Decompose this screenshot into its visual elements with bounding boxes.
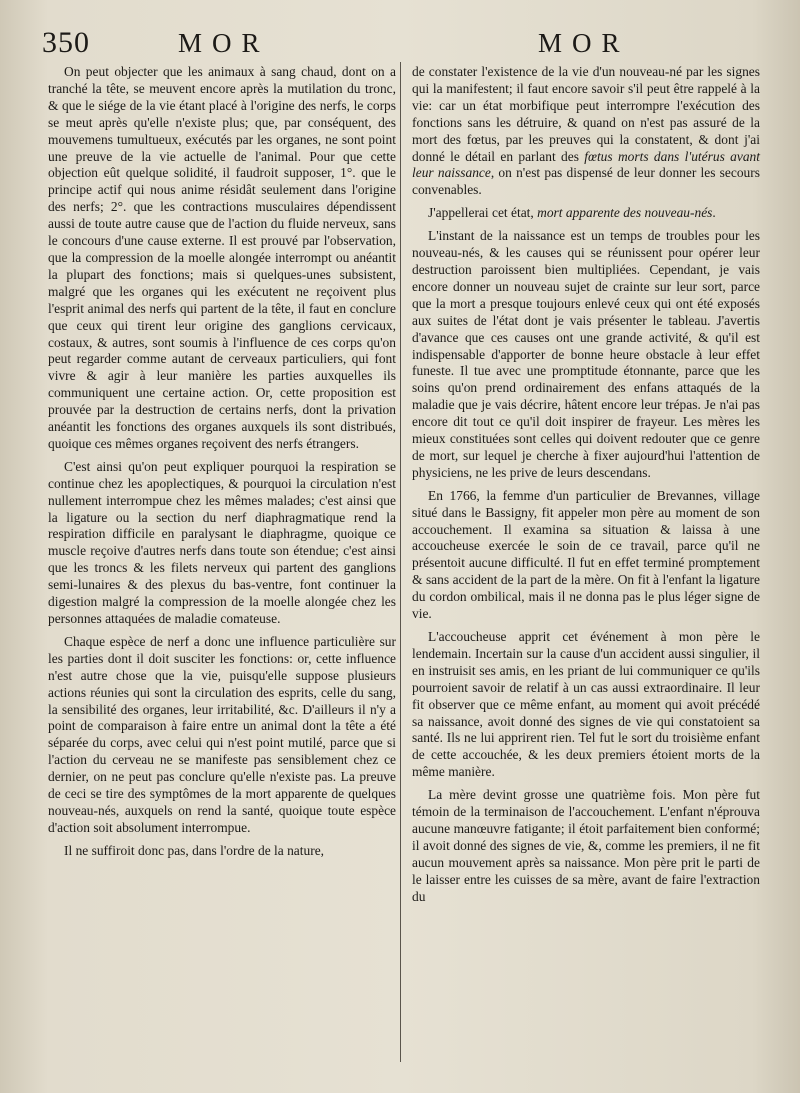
paragraph: L'accoucheuse apprit cet événement à mon père le lendemain. Incertain sur la cause d'un accident aussi singulier, il en instruisit ses amis, en les priant de lui communiquer ce qu'ils pourroient savoir de relatif à un cas aussi extraordinaire. Il leur fit observer que ce même enfant, au moment qui avoit précédé sa naissance, avoit donné des signes de vie qui constatoient sa santé. Ils ne lui apprirent rien. Tel fut le sort du troisième enfant de cette accouchée, & les deux premiers étoient morts de la même manière. (412, 629, 760, 780)
running-head-left: MOR (178, 28, 270, 58)
left-column (48, 64, 396, 860)
paragraph: L'instant de la naissance est un temps de troubles pour les nouveau-nés, & les causes qui se réunissent pour opérer leur destruction paroissent bien multipliées. Cependant, je vais encore donner un nouveau sujet de crainte sur leur sort, parce que la mort a presque toujours enlevé ceux qui ont été exposés aux suites de l'état dont je vais présenter le tableau. J'avertis d'avance que ces causes ont une grande activité, & qu'il est indispensable d'apporter de bonne heure obstacle à leur effet funeste. Il tue avec une promptitude étonnante, parce que les soins qu'on prend ordinairement des enfans attaqués de la maladie que je vais décrire, hâtent encore leur trépas. Je n'ai pas encore dit tout ce qu'il doit inspirer de frayeur. Les mères les mieux constituées sont celles qui doivent redouter que ce genre de mort, sur lequel je cherche à fixer aujourd'hui l'attention de physiciens, ne les prive de leurs descendans. (412, 228, 760, 480)
paragraph (412, 205, 760, 222)
paragraph: Il ne suffiroit donc pas, dans l'ordre de la nature, (64, 842, 325, 858)
paragraph-continued (412, 64, 760, 199)
running-head-right: MOR (538, 28, 630, 58)
paragraph: La mère devint grosse une quatrième fois. Mon père fut témoin de la terminaison de l'accouchement. L'enfant n'éprouva aucune manœuvre fatigante; il étoit parfaitement bien conformé; il avoit donné des signes de vie, &, comme les premiers, il ne fit aucun mouvement après sa naissance. Mon père prit le parti de le laisser entre les cuisses de sa mère, avant de faire l'extraction du (412, 787, 760, 904)
italic-phrase: fœtus morts dans l'utérus avant leur naissance (412, 148, 760, 181)
paragraph: Chaque espèce de nerf a donc une influence particulière sur les parties dont il doit susciter les fonctions: or, cette influence n'est autre chose que la vie, puisqu'elle suppose plusieurs actions réunies qui sont la circulation des esprits, celle du sang, la sensibilité des organes, leur irritabilité, &c. D'ailleurs il n'y a point de comparaison à faire entre un animal dont la tête a été séparée du corps, avec celui qui n'est point mutilé, parce que si l'action du cerveau ne se manifeste pas sensiblement chez ce dernier, on ne peut pas conclure qu'elle n'existe pas. La preuve de ceci se tire des symptômes de la mort apparente de quelques nouveau-nés, auxquels on rend la santé, quoique toute espèce d'action soit absolument interrompue. (48, 633, 396, 835)
paragraph: C'est ainsi qu'on peut expliquer pourquoi la respiration se continue chez les apoplectiques, & pourquoi la circulation n'est nullement interrompue chez les mêmes malades; c'est ainsi que la ligature ou la section du nerf diaphragmatique rend la respiration difficile en paralysant le diaphragme, quoique ce muscle reçoive d'autres nerfs dans toute son étendue; c'est ainsi que les troncs & les filets nerveux qui partent des ganglions semi-lunaires & des plexus du bas-ventre, font continuer la digestion malgré la compression de la moelle alongée chez les personnes attaquées de maladie comateuse. (48, 458, 396, 626)
column-divider (400, 62, 401, 1062)
right-column (412, 64, 760, 906)
page-number: 350 (42, 26, 90, 59)
paragraph: En 1766, la femme d'un particulier de Brevannes, village situé dans le Bassigny, fit appeler mon père au moment de son accouchement. Il examina sa situation & laissa à une accoucheuse exercée le soin de ce travail, parce qu'il ne présentoit aucune difficulté. Il fut en effet terminé promptement & sans accident de la part de la mère. On fit à l'enfant la ligature du cordon ombilical, mais il ne donna pas le plus léger signe de vie. (412, 487, 760, 622)
text-run: , on n'est pas dispensé de leur donner les secours convenables. (412, 165, 760, 198)
text-run: J'appellerai cet état, (428, 205, 534, 221)
text-run: de constater l'existence de la vie d'un nouveau-né par les signes qui la manifestent; il faut encore savoir s'il peut être rappelé à la vie: car un état morbifique peut interrompre l'exécution des fonctions sans les détruire, & quand on n'est pas assuré de la mort des fœtus, par les preuves qui la constatent, & dont j'ai donné le détail en parlant des (412, 64, 760, 164)
page-header (0, 20, 800, 60)
paragraph: On peut objecter que les animaux à sang chaud, dont on a tranché la tête, se meuvent encore après la mutilation du tronc, & que le siége de la vie étant placé à l'origine des nerfs, le corps se meut après qu'elle n'existe plus; que, par conséquent, des mouvemens tumultueux, exécutés par les organes, ne sont point une preuve de la vie actuelle de l'animal. Pour que cette objection eût quelque solidité, il faudroit supposer, 1°. que le principe actif qui nous anime résidât seulement dans l'origine des nerfs; 2°. que les contractions musculaires dépendissent aussi de toute autre cause que de l'action du fluide nerveux, sans le concours d'une cause externe. Il est prouvé par l'observation, que la compression de la moelle alongée interrompt ou anéantit la plupart des fonctions; mais si quelques-unes subsistent, malgré que les organes qui les exécutent ne reçoivent plus l'esprit animal des nerfs qui partent de la tête, il faut en conclure que ceux qui tirent leur origine des ganglions cervicaux, costaux, & autres, sont soumis à l'influence de ces corps qu'on peut regarder comme autant de cerveaux particuliers, qui font vivre & agir à leur manière les parties auxquelles ils communiquent une certaine action. Or, cette proposition est prouvée par la destruction de certains nerfs, dont la privation anéantit les fonctions des organes auxquels ils sont distribués, quoique ces mêmes organes reçoivent des nerfs étrangers. (48, 64, 396, 451)
text-run: . (712, 205, 716, 221)
italic-phrase: mort apparente des nouveau-nés (537, 205, 713, 221)
